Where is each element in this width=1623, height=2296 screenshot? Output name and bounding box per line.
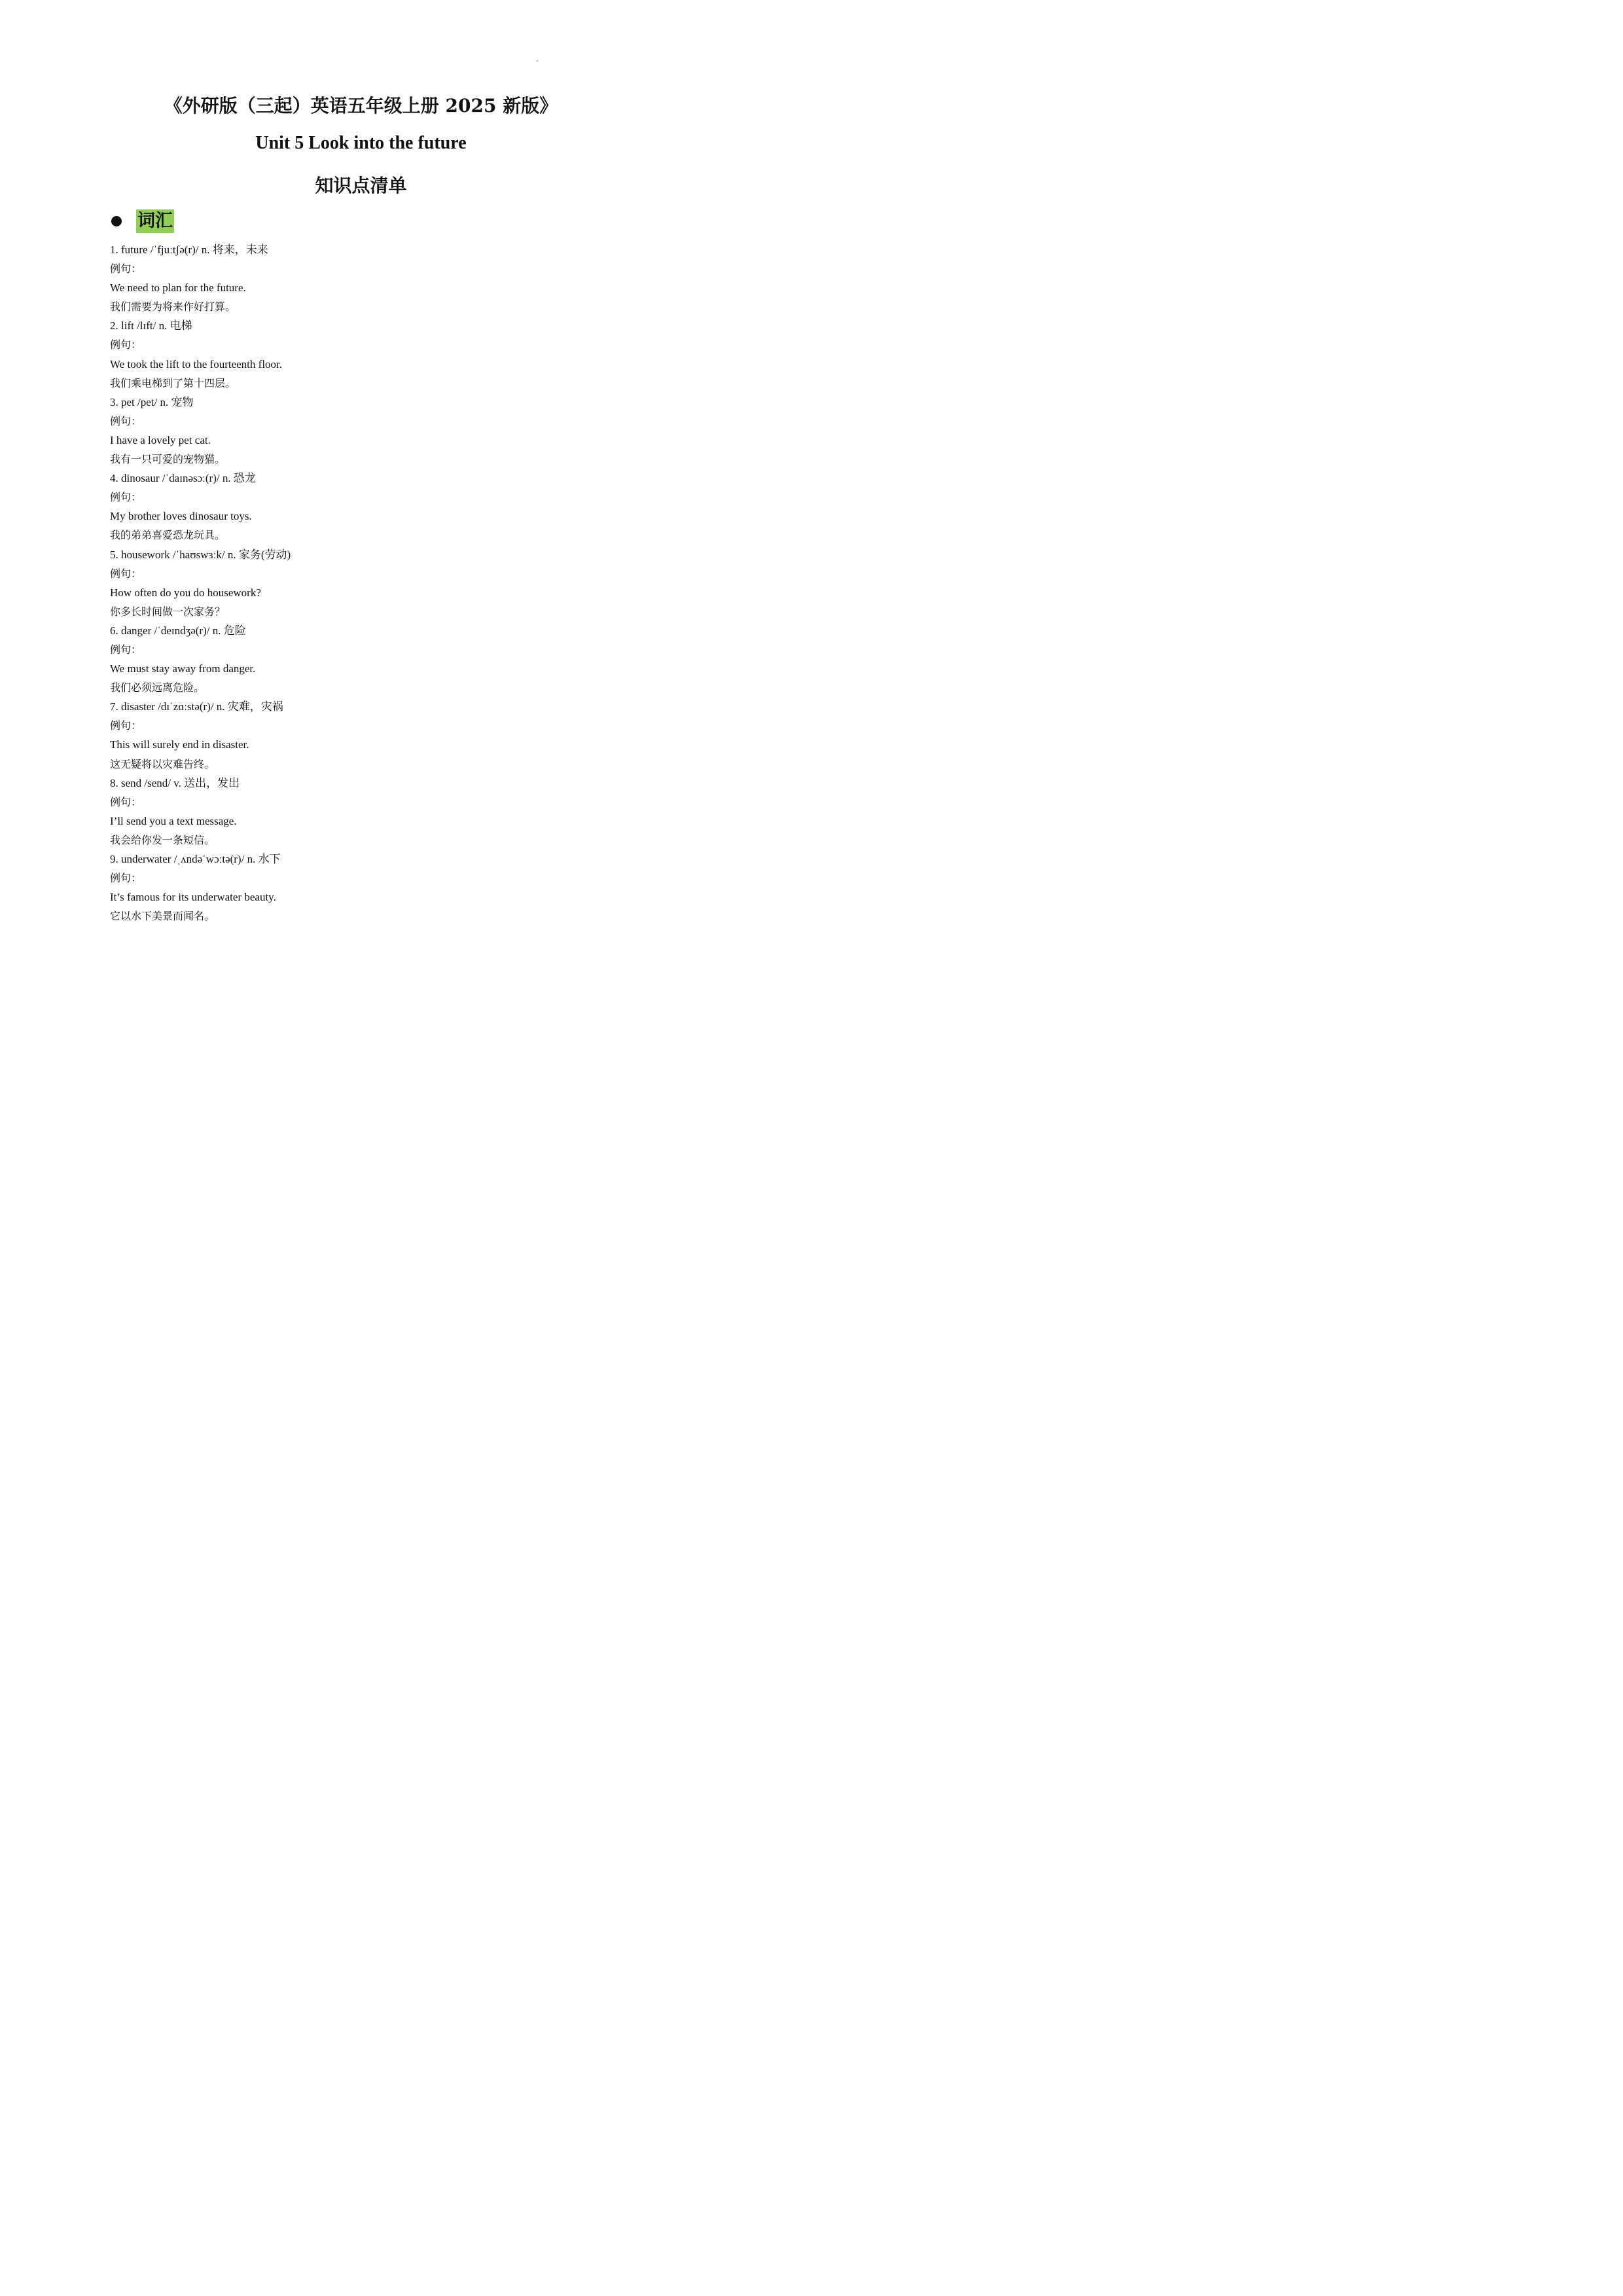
vocab-item bbox=[110, 850, 633, 925]
vocab-entry: 4. dinosaur /ˈdaɪnəsɔː(r)/ n. 恐龙 bbox=[110, 472, 256, 485]
vocabulary-category bbox=[111, 209, 174, 233]
vocab-item bbox=[110, 469, 633, 545]
vocab-item bbox=[110, 545, 633, 621]
example-sentence-zh: 我有一只可爱的宠物猫。 bbox=[110, 453, 226, 466]
section-heading: 知识点清单 bbox=[315, 175, 407, 196]
vocabulary-list bbox=[110, 240, 633, 925]
vocab-entry: 5. housework /ˈhaʊswɜːk/ n. 家务(劳动) bbox=[110, 548, 291, 561]
example-sentence-en: My brother loves dinosaur toys. bbox=[110, 510, 252, 523]
example-label: 例句： bbox=[110, 414, 142, 427]
vocab-item bbox=[110, 316, 633, 392]
vocab-entry: 9. underwater /ˌʌndəˈwɔːtə(r)/ n. 水下 bbox=[110, 853, 281, 865]
example-label: 例句： bbox=[110, 872, 142, 885]
example-sentence-zh: 我们必须远离危险。 bbox=[110, 681, 205, 694]
vocab-item bbox=[110, 240, 633, 316]
vocab-item bbox=[110, 621, 633, 697]
example-label: 例句： bbox=[110, 719, 142, 732]
example-sentence-en: It’s famous for its underwater beauty. bbox=[110, 891, 276, 904]
example-label: 例句： bbox=[110, 491, 142, 504]
example-sentence-en: We took the lift to the fourteenth floor. bbox=[110, 357, 283, 370]
example-label: 例句： bbox=[110, 567, 142, 580]
example-sentence-zh: 我的弟弟喜爱恐龙玩具。 bbox=[110, 529, 226, 542]
example-sentence-zh: 我们乘电梯到了第十四层。 bbox=[110, 376, 236, 389]
example-sentence-zh: 它以水下美景而闻名。 bbox=[110, 910, 215, 923]
vocab-entry: 8. send /send/ v. 送出，发出 bbox=[110, 776, 240, 789]
example-sentence-en: How often do you do housework? bbox=[110, 586, 261, 599]
example-sentence-en: I’ll send you a text message. bbox=[110, 814, 237, 827]
example-sentence-en: I have a lovely pet cat. bbox=[110, 433, 211, 446]
vocab-entry: 3. pet /pet/ n. 宠物 bbox=[110, 395, 194, 408]
document-title: 《外研版（三起）英语五年级上册 2025 新版》 bbox=[164, 95, 558, 117]
vocab-item bbox=[110, 393, 633, 469]
page-speck bbox=[537, 60, 538, 62]
vocabulary-category-label: 词汇 bbox=[136, 209, 174, 233]
example-sentence-zh: 我会给你发一条短信。 bbox=[110, 833, 215, 846]
example-sentence-zh: 你多长时间做一次家务？ bbox=[110, 605, 226, 618]
vocab-entry: 1. future /ˈfjuːtʃə(r)/ n. 将来，未来 bbox=[110, 243, 268, 256]
example-sentence-en: This will surely end in disaster. bbox=[110, 738, 249, 751]
example-sentence-zh: 这无疑将以灾难告终。 bbox=[110, 757, 215, 770]
example-label: 例句： bbox=[110, 795, 142, 808]
example-sentence-en: We must stay away from danger. bbox=[110, 662, 256, 675]
example-sentence-en: We need to plan for the future. bbox=[110, 281, 246, 295]
vocab-entry: 7. disaster /dɪˈzɑːstə(r)/ n. 灾难，灾祸 bbox=[110, 700, 283, 713]
vocab-item bbox=[110, 774, 633, 850]
vocab-item bbox=[110, 697, 633, 773]
example-label: 例句： bbox=[110, 262, 142, 276]
vocab-entry: 2. lift /lɪft/ n. 电梯 bbox=[110, 319, 192, 332]
example-sentence-zh: 我们需要为将来作好打算。 bbox=[110, 300, 236, 314]
example-label: 例句： bbox=[110, 643, 142, 656]
vocab-entry: 6. danger /ˈdeɪndʒə(r)/ n. 危险 bbox=[110, 624, 246, 637]
bullet-icon bbox=[111, 216, 122, 226]
example-label: 例句： bbox=[110, 338, 142, 351]
unit-title: Unit 5 Look into the future bbox=[255, 133, 467, 153]
